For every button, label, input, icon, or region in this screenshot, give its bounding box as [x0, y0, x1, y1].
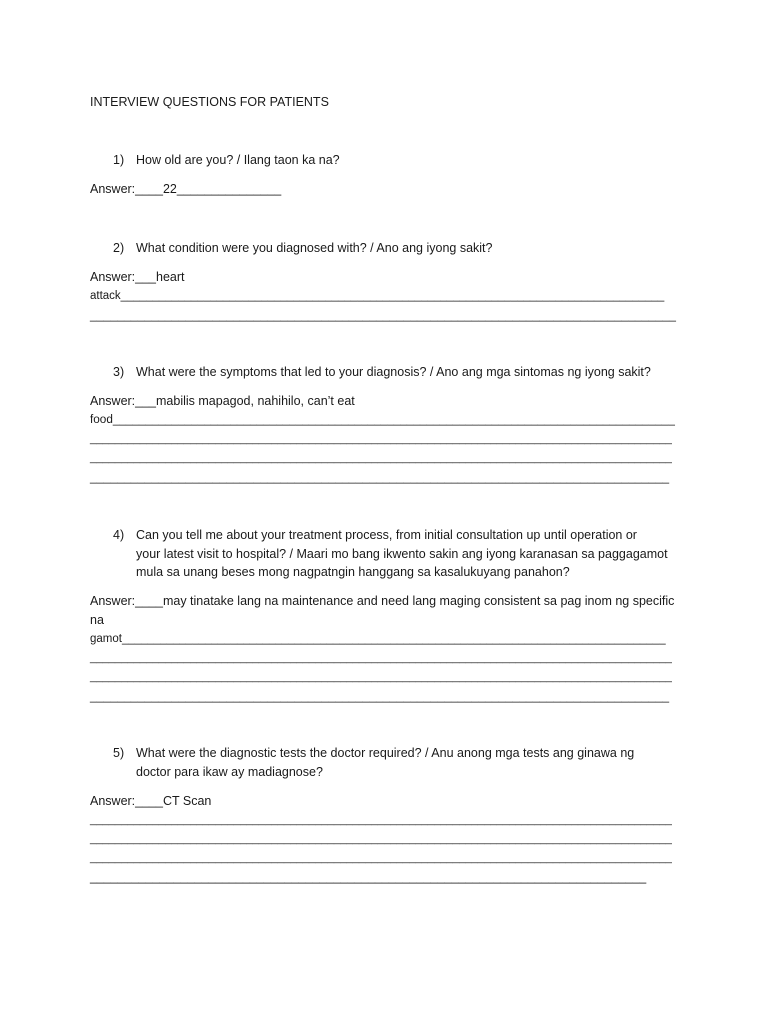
answer-1-line-1: Answer:____22_______________ [90, 182, 282, 196]
answer-4-line-4: _____________________________________________________________________________________________ [90, 652, 672, 664]
answer-4-line-5: _____________________________________________________________________________________________ [90, 671, 672, 683]
question-2-text: What condition were you diagnosed with? / Ano ang iyong sakit? [136, 241, 493, 255]
answer-3-line-1: Answer:___mabilis mapagod, nahihilo, can’t eat [90, 394, 355, 408]
answer-3-line-2: food______________________________________________________________________________________ [90, 413, 675, 426]
answer-4-line-1: Answer:____may tinatake lang na maintenance and need lang maging consistent sa pag inom ng specific [90, 594, 675, 608]
answer-4-line-2: na [90, 613, 104, 627]
question-5-text-line-1: What were the diagnostic tests the doctor required? / Anu anong mga tests ang ginawa ng [136, 746, 635, 760]
answer-3-line-3: _____________________________________________________________________________________________ [90, 433, 672, 445]
question-2-number: 2) [113, 241, 125, 255]
question-5-text-line-2: doctor para ikaw ay madiagnose? [136, 765, 323, 779]
answer-5-line-2: _____________________________________________________________________________________________ [90, 814, 672, 826]
answer-2-line-2: attack_____________________________________________________________________________________ [90, 290, 665, 302]
question-4-number: 4) [113, 528, 125, 542]
answer-5-line-5: ________________________________________________________________________________ [90, 870, 647, 884]
question-5-number: 5) [113, 746, 125, 760]
question-1-text: How old are you? / Ilang taon ka na? [136, 153, 340, 167]
answer-3-line-4: _____________________________________________________________________________________________ [90, 452, 672, 464]
question-4-text-line-1: Can you tell me about your treatment process, from initial consultation up until operation or [136, 528, 637, 542]
question-4-text-line-3: mula sa unang beses mong nagpatngin hanggang sa kasalukuyang panahon? [136, 565, 570, 579]
answer-2-line-1: Answer:___heart [90, 270, 185, 284]
answer-3-line-5: _____________________________________________________________________________________ [90, 470, 670, 484]
question-3-text: What were the symptoms that led to your diagnosis? / Ano ang mga sintomas ng iyong sakit? [136, 365, 651, 379]
answer-5-line-4: _____________________________________________________________________________________________ [90, 852, 672, 864]
question-4-text-line-2: your latest visit to hospital? / Maari mo bang ikwento sakin ang iyong karanasan sa paggagamot [136, 547, 668, 561]
answer-2-line-3: ______________________________________________________________________________________ [90, 308, 676, 322]
answer-4-line-6: _____________________________________________________________________________________ [90, 689, 670, 703]
answer-5-line-3: _____________________________________________________________________________________________ [90, 833, 672, 845]
question-3-number: 3) [113, 365, 125, 379]
document-title: INTERVIEW QUESTIONS FOR PATIENTS [90, 95, 329, 109]
question-1-number: 1) [113, 153, 125, 167]
answer-4-line-3: gamot_____________________________________________________________________________________ [90, 633, 666, 645]
answer-5-line-1: Answer:____CT Scan [90, 794, 212, 808]
